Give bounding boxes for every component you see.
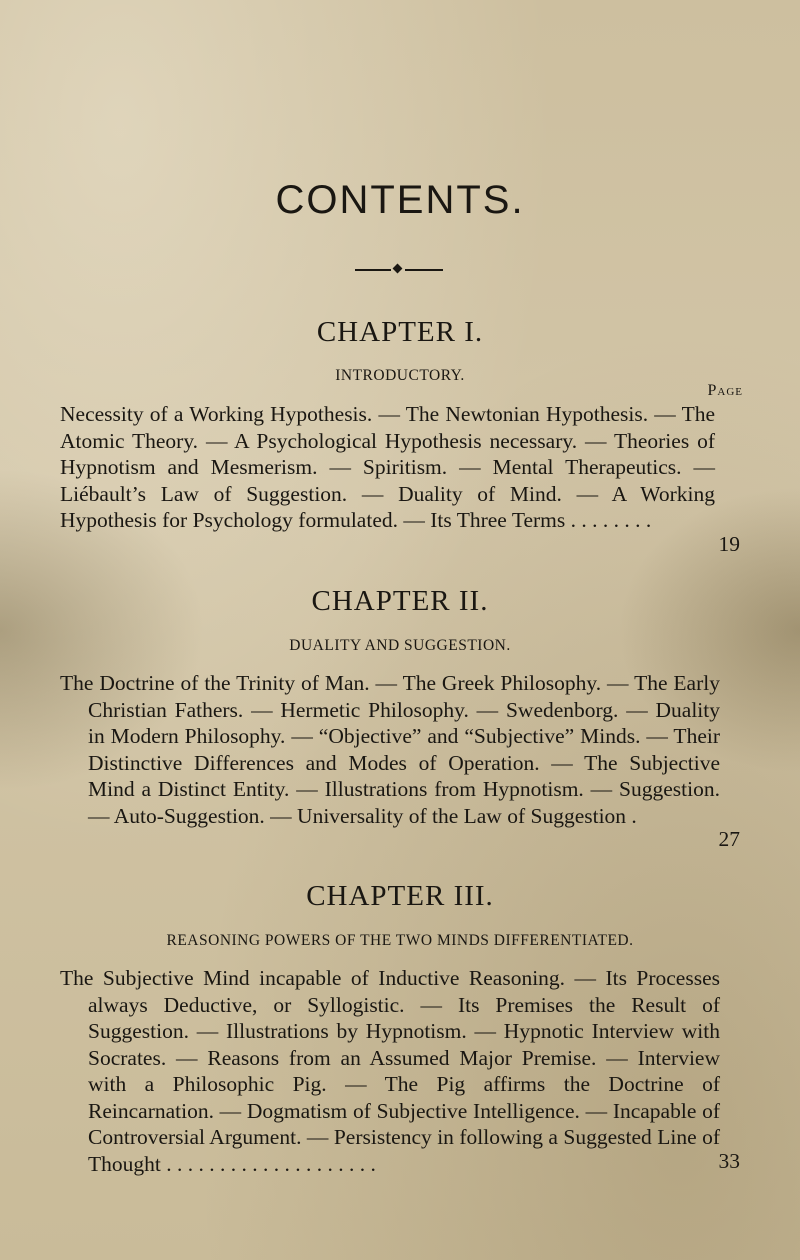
chapter-3-page-number: 33	[718, 1149, 740, 1173]
ornament-diamond-icon	[393, 264, 403, 274]
chapter-1-heading: CHAPTER I.	[316, 316, 484, 348]
ornament-divider	[355, 265, 443, 275]
chapter-1-summary: Necessity of a Working Hypothesis. — The Newtonian Hypothesis. — The Atomic Theory. — A Psychological Hypothesis necessary. — Theories of Hypnotism and Mesmerism. — Spiritism. — Mental Therapeutics. — Liébault’s Law of Suggestion. — Duality of Mind. — A Working Hypothesis for Psychology formulated. — Its Three Terms . . . . . . . .	[60, 402, 715, 532]
ornament-line-left	[355, 269, 391, 271]
chapter-3-summary: The Subjective Mind incapable of Inductive Reasoning. — Its Processes always Deductive, or Syllogistic. — Its Premises the Result of Suggestion. — Illustrations by Hypnotism. — Hypnotic Interview with Socrates. — Reasons from an Assumed Major Premise. — Interview with a Philosophic Pig. — The Pig affirms the Doctrine of Reincarnation. — Dogmatism of Subjective Intelligence. — Incapable of Controversial Argument. — Persistency in following a Suggested Line of Thought . . . . . . . . . . . . . . . . . . . .	[60, 966, 720, 1176]
chapter-2-subtitle: DUALITY AND SUGGESTION.	[289, 637, 511, 654]
chapter-2-heading: CHAPTER II.	[311, 585, 489, 617]
chapter-3-subtitle: REASONING POWERS OF THE TWO MINDS DIFFERENTIATED.	[166, 932, 634, 949]
chapter-2-summary: The Doctrine of the Trinity of Man. — The Greek Philosophy. — The Early Christian Fathers. — Hermetic Philosophy. — Swedenborg. — Duality in Modern Philosophy. — “Objective” and “Subjective” Minds. — Their Distinctive Differences and Modes of Operation. — The Subjective Mind a Distinct Entity. — Illustrations from Hypnotism. — Suggestion. — Auto-Suggestion. — Universality of the Law of Suggestion .	[60, 671, 720, 828]
contents-title: CONTENTS.	[275, 178, 525, 222]
chapter-3-heading: CHAPTER III.	[306, 880, 494, 912]
page-column-label: Page	[707, 382, 743, 399]
chapter-1-page-number: 19	[718, 532, 740, 556]
chapter-1-subtitle: INTRODUCTORY.	[335, 367, 465, 384]
ornament-line-right	[405, 269, 443, 271]
chapter-2-page-number: 27	[718, 827, 740, 851]
